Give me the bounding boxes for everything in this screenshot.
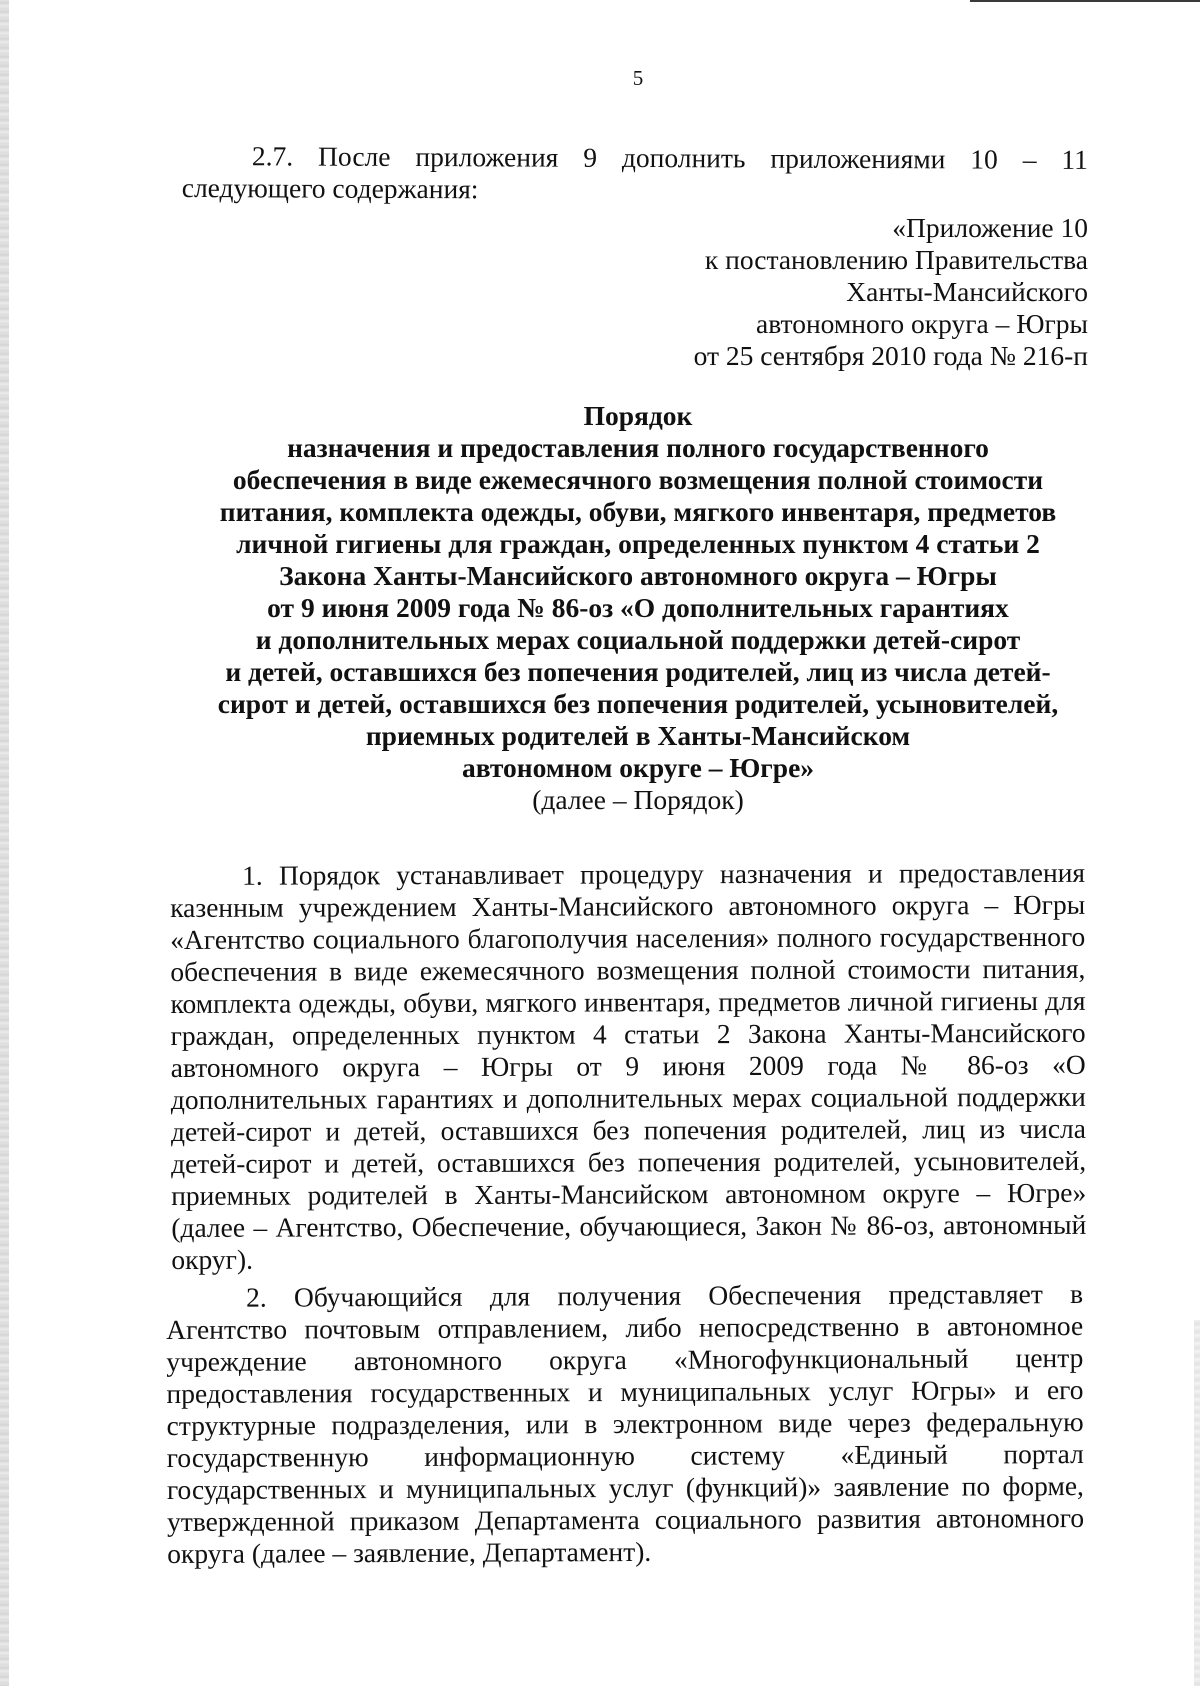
- title-subtitle: (далее – Порядок): [532, 784, 744, 815]
- page-number: 5: [632, 66, 644, 90]
- title-line: сирот и детей, оставшихся без попечения родителей, усыновителей,: [217, 688, 1059, 719]
- title-line: назначения и предоставления полного государственного: [287, 432, 989, 463]
- title-line: личной гигиены для граждан, определенных пунктом 4 статьи 2: [236, 528, 1040, 559]
- title-line: от 9 июня 2009 года № 86-оз «О дополнительных гарантиях: [267, 592, 1009, 623]
- intro-paragraph: 2.7. После приложения 9 дополнить приложениями 10 – 11 следующего содержания:: [181, 140, 1088, 205]
- scan-edge-right: [1194, 1320, 1200, 1686]
- appendix-header-line: к постановлению Правительства: [704, 244, 1088, 275]
- scan-top-line: [970, 0, 1200, 2]
- title-line: питания, комплекта одежды, обуви, мягкого инвентаря, предметов: [219, 496, 1057, 527]
- title-line: и детей, оставшихся без попечения родителей, лиц из числа детей-: [225, 656, 1051, 687]
- title-line: Закона Ханты-Мансийского автономного округа – Югры: [279, 560, 997, 591]
- document-title: [160, 400, 1116, 816]
- scan-edge-left: [0, 0, 9, 1686]
- title-line: приемных родителей в Ханты-Мансийском: [365, 720, 911, 751]
- title-line: автономном округе – Югре»: [461, 752, 815, 783]
- title-line: и дополнительных мерах социальной поддержки детей-сирот: [255, 624, 1021, 655]
- appendix-header-line: автономного округа – Югры: [756, 308, 1088, 339]
- paragraph-2: 2. Обучающийся для получения Обеспечения представляет в Агентство почтовым отправлением, либо непосредственно в автономное учреждение автономного округа «Многофункциональный центр предоставления государственных и муниципальных услуг Югры» и его структурные подразделения, или в электронном виде через федеральную государственную информационную систему «Единый портал государственных и муниципальных услуг (функций)» заявление по форме, утвержденной приказом Департамента социального развития автономного округа (далее – заявление, Департамент).: [166, 1277, 1085, 1569]
- appendix-header-line: Ханты-Мансийского: [846, 276, 1088, 307]
- appendix-header: [568, 212, 1088, 372]
- appendix-header-line: «Приложение 10: [892, 212, 1088, 243]
- title-line: Порядок: [583, 400, 693, 431]
- paragraph-1: 1. Порядок устанавливает процедуру назначения и предоставления казенным учреждением Ханты-Мансийского автономного округа – Югры «Агентство социального благополучия населения» полного государственного обеспечения в виде ежемесячного возмещения полной стоимости питания, комплекта одежды, обуви, мягкого инвентаря, предметов личной гигиены для граждан, определенных пунктом 4 статьи 2 Закона Ханты-Мансийского автономного округа – Югры от 9 июня 2009 года № 86-оз «О дополнительных гарантиях и дополнительных мерах социальной поддержки детей-сирот и детей, оставшихся без попечения родителей, лиц из числа детей-сирот и детей, оставшихся без попечения родителей, усыновителей, приемных родителей в Ханты-Мансийском автономном округе – Югре» (далее – Агентство, Обеспечение, обучающиеся, Закон № 86-оз, автономный округ).: [170, 856, 1087, 1275]
- appendix-header-line: от 25 сентября 2010 года № 216-п: [693, 340, 1088, 371]
- title-line: обеспечения в виде ежемесячного возмещения полной стоимости: [232, 464, 1044, 495]
